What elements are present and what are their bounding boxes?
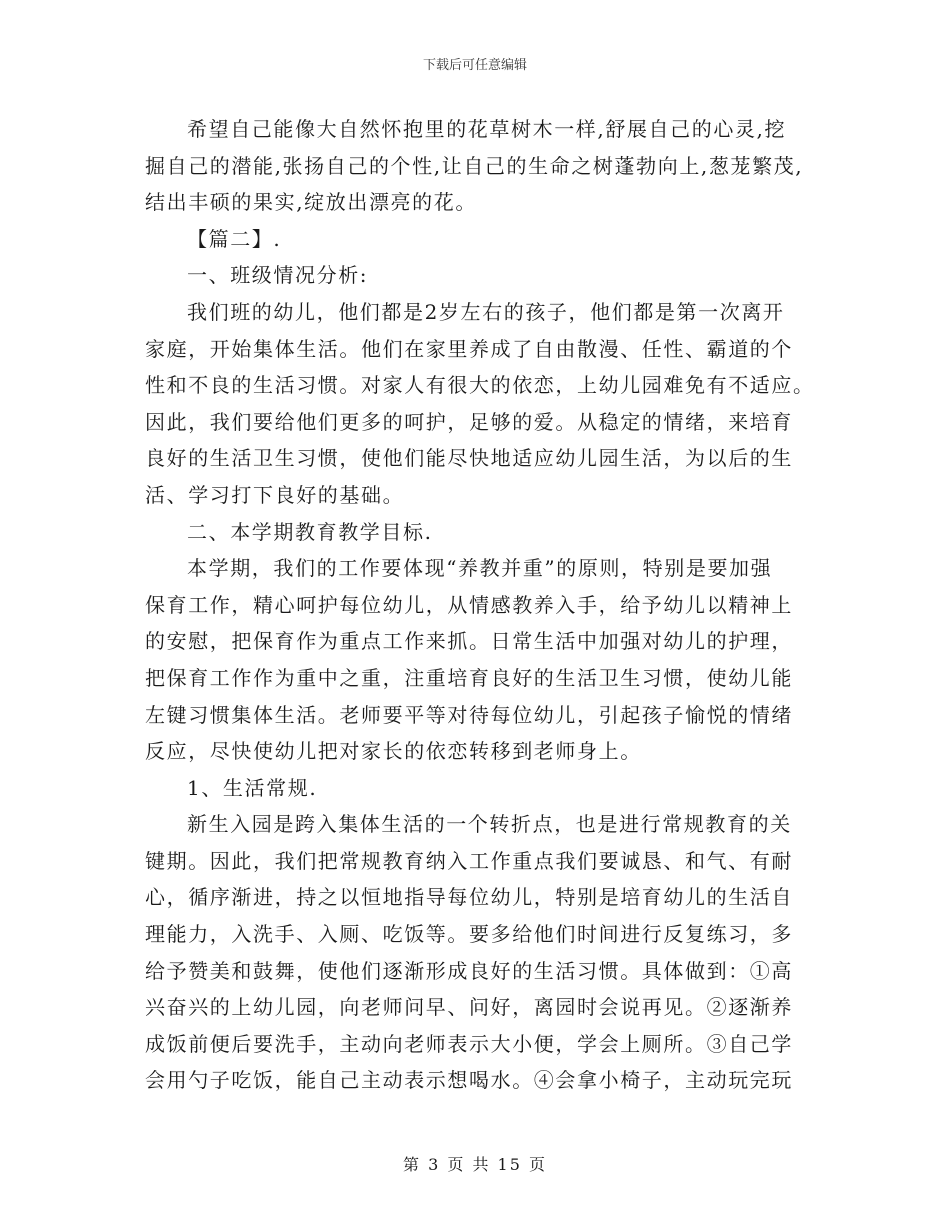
text-line: 键期。因此，我们把常规教育纳入工作重点我们要诚恳、和气、有耐 — [145, 848, 793, 873]
text-line: 掘自己的潜能,张扬自己的个性,让自己的生命之树蓬勃向上,葱茏繁茂, — [145, 153, 804, 178]
text-line: 活、学习打下良好的基础。 — [145, 482, 405, 507]
text-line: 希望自己能像大自然怀抱里的花草树木一样,舒展自己的心灵,挖 — [187, 117, 787, 141]
page-number: 第 3 页 共 15 页 — [403, 1155, 547, 1174]
text-line: 性和不良的生活习惯。对家人有很大的依恋，上幼儿园难免有不适应。 — [145, 373, 815, 398]
document-body — [145, 111, 815, 1099]
section-heading: 1、生活常规. — [187, 775, 318, 800]
text-line: 会用勺子吃饭，能自己主动表示想喝水。④会拿小椅子，主动玩完玩 — [145, 1068, 793, 1093]
section-heading: 【篇二】. — [187, 226, 282, 251]
text-line: 反应，尽快使幼儿把对家长的依恋转移到老师身上。 — [145, 739, 642, 764]
text-line: 的安慰，把保育作为重点工作来抓。日常生活中加强对幼儿的护理， — [145, 629, 793, 654]
text-line: 理能力，入洗手、入厕、吃饭等。要多给他们时间进行反复练习，多 — [145, 922, 793, 947]
text-line: 兴奋兴的上幼儿园，向老师问早、问好，离园时会说再见。②逐渐养 — [145, 995, 793, 1020]
text-line: 家庭，开始集体生活。他们在家里养成了自由散漫、任性、霸道的个 — [145, 336, 793, 361]
text-line: 把保育工作作为重中之重，注重培育良好的生活卫生习惯，使幼儿能 — [145, 665, 793, 690]
section-heading: 一、班级情况分析: — [187, 263, 369, 288]
text-line: 因此，我们要给他们更多的呵护，足够的爱。从稳定的情绪，来培育 — [145, 409, 793, 434]
text-line: 结出丰硕的果实,绽放出漂亮的花。 — [145, 190, 477, 215]
text-line: 本学期，我们的工作要体现“养教并重”的原则，特别是要加强 — [187, 556, 773, 581]
text-line: 成饭前便后要洗手，主动向老师表示大小便，学会上厕所。③自己学 — [145, 1031, 793, 1056]
text-line: 心，循序渐进，持之以恒地指导每位幼儿，特别是培育幼儿的生活自 — [145, 885, 793, 910]
text-line: 左键习惯集体生活。老师要平等对待每位幼儿，引起孩子愉悦的情绪 — [145, 702, 793, 727]
page-header-note: 下载后可任意编辑 — [422, 58, 527, 73]
text-line: 给予赞美和鼓舞，使他们逐渐形成良好的生活习惯。具体做到：①高 — [145, 958, 793, 983]
text-line: 保育工作，精心呵护每位幼儿，从情感教养入手，给予幼儿以精神上 — [145, 592, 793, 617]
text-line: 新生入园是跨入集体生活的一个转折点，也是进行常规教育的关 — [187, 812, 792, 837]
text-line: 我们班的幼儿，他们都是2岁左右的孩子，他们都是第一次离开 — [187, 299, 785, 324]
text-line: 良好的生活卫生习惯，使他们能尽快地适应幼儿园生活，为以后的生 — [145, 446, 793, 471]
section-heading: 二、本学期教育教学目标. — [187, 519, 433, 544]
